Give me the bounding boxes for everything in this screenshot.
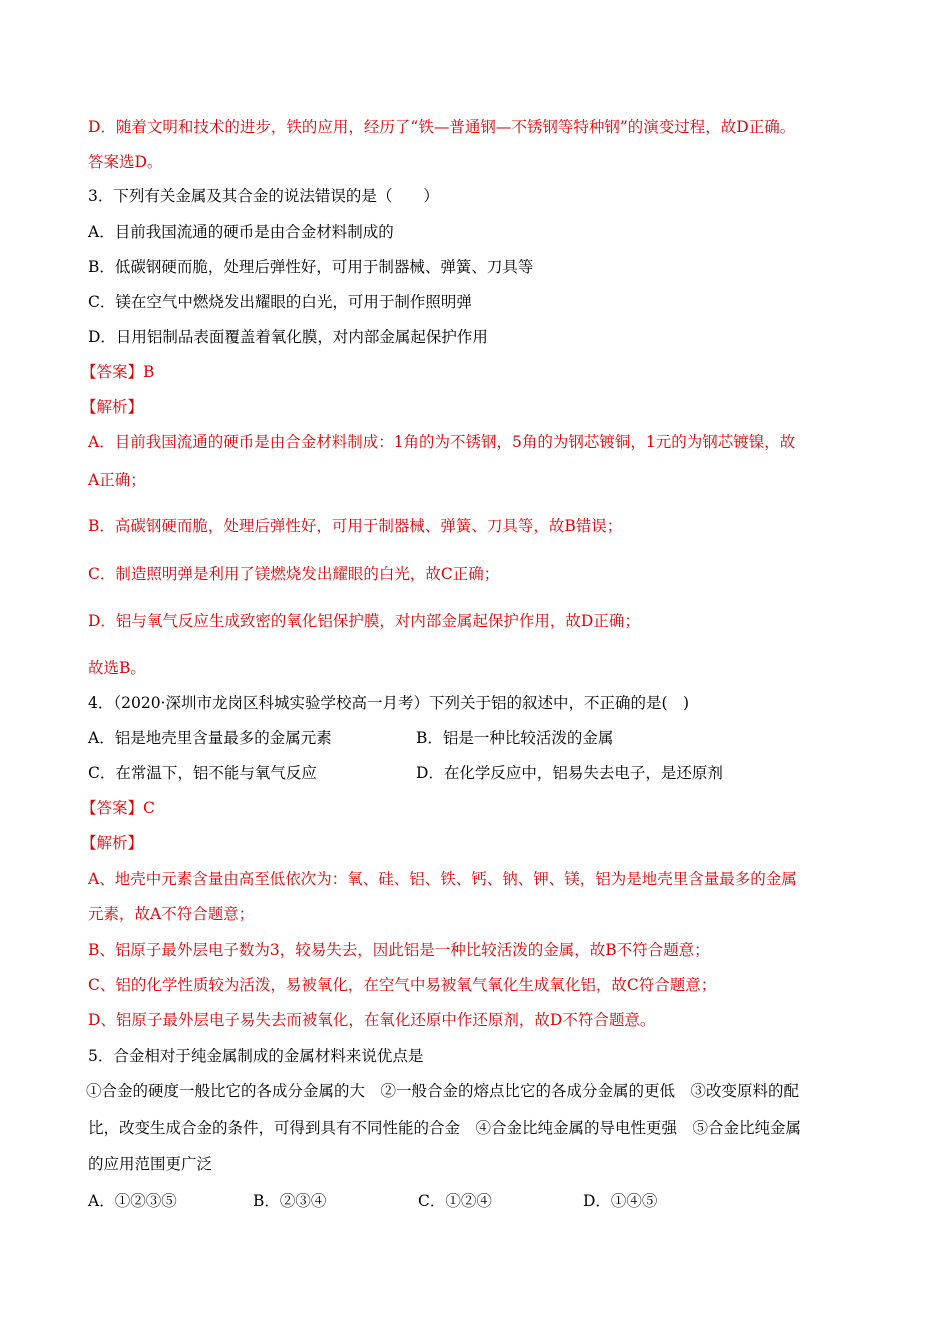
q3-analysis-label: 【解析】 <box>81 398 144 416</box>
q3-option-d: D．日用铝制品表面覆盖着氧化膜，对内部金属起保护作用 <box>88 328 488 346</box>
q4-analysis-line: C、铝的化学性质较为活泼，易被氧化，在空气中易被氧气氧化生成氧化铝，故C符合题意； <box>88 976 717 994</box>
q5-body-line: 的应用范围更广泛 <box>88 1155 213 1173</box>
q4-answer: 【答案】C <box>81 799 155 817</box>
q3-analysis-line: A．目前我国流通的硬币是由合金材料制成：1角的为不锈钢，5角的为钢芯镀铜，1元的为钢芯镀镍，故 <box>88 433 796 451</box>
q5-option-b: B．②③④ <box>253 1192 327 1210</box>
q3-answer: 【答案】B <box>81 363 155 381</box>
q3-analysis-line: 故选B。 <box>88 659 146 677</box>
q3-option-a: A．目前我国流通的硬币是由合金材料制成的 <box>88 223 394 241</box>
q4-option-a: A．铝是地壳里含量最多的金属元素 <box>88 729 332 747</box>
q4-option-d: D．在化学反应中，铝易失去电子，是还原剂 <box>416 764 723 782</box>
q3-analysis-line: A正确； <box>88 471 146 489</box>
q4-analysis-line: D、铝原子最外层电子易失去而被氧化，在氧化还原中作还原剂，故D不符合题意。 <box>88 1011 656 1029</box>
q4-analysis-line: A、地壳中元素含量由高至低依次为：氧、硅、铝、铁、钙、钠、钾、镁，铝为是地壳里含量最多的金属 <box>88 870 797 888</box>
q4-analysis-line: 元素，故A不符合题意； <box>88 905 255 923</box>
q3-option-b: B．低碳钢硬而脆，处理后弹性好，可用于制器械、弹簧、刀具等 <box>88 258 534 276</box>
prev-conclusion: 答案选D。 <box>88 153 163 171</box>
q5-stem: 5．合金相对于纯金属制成的金属材料来说优点是 <box>88 1047 424 1065</box>
q3-analysis-line: B．高碳钢硬而脆，处理后弹性好，可用于制器械、弹簧、刀具等，故B错误； <box>88 517 623 535</box>
q5-body-line: ①合金的硬度一般比它的各成分金属的大 ②一般合金的熔点比它的各成分金属的更低 ③改变原料的配 <box>86 1082 800 1100</box>
q5-option-a: A．①②③⑤ <box>88 1192 177 1210</box>
q4-option-c: C．在常温下，铝不能与氧气反应 <box>88 764 317 782</box>
q4-analysis-line: B、铝原子最外层电子数为3，较易失去，因此铝是一种比较活泼的金属，故B不符合题意； <box>88 941 710 959</box>
q4-analysis-label: 【解析】 <box>81 834 144 852</box>
q4-stem: 4．（2020·深圳市龙岗区科城实验学校高一月考）下列关于铝的叙述中，不正确的是( ) <box>88 694 690 712</box>
prev-explain-d: D．随着文明和技术的进步，铁的应用，经历了“铁—普通钢—不锈钢等特种钢”的演变过程，故D正确。 <box>88 118 796 136</box>
q5-body-line: 比，改变生成合金的条件，可得到具有不同性能的合金 ④合金比纯金属的导电性更强 ⑤合金比纯金属 <box>88 1119 802 1137</box>
q3-analysis-line: D．铝与氧气反应生成致密的氧化铝保护膜，对内部金属起保护作用，故D正确； <box>88 612 640 630</box>
q3-analysis-line: C．制造照明弹是利用了镁燃烧发出耀眼的白光，故C正确； <box>88 565 500 583</box>
q4-option-b: B．铝是一种比较活泼的金属 <box>416 729 614 747</box>
q5-option-c: C．①②④ <box>418 1192 492 1210</box>
q3-stem: 3．下列有关金属及其合金的说法错误的是（ ） <box>88 187 439 205</box>
q5-option-d: D．①④⑤ <box>583 1192 658 1210</box>
q3-option-c: C．镁在空气中燃烧发出耀眼的白光，可用于制作照明弹 <box>88 293 472 311</box>
